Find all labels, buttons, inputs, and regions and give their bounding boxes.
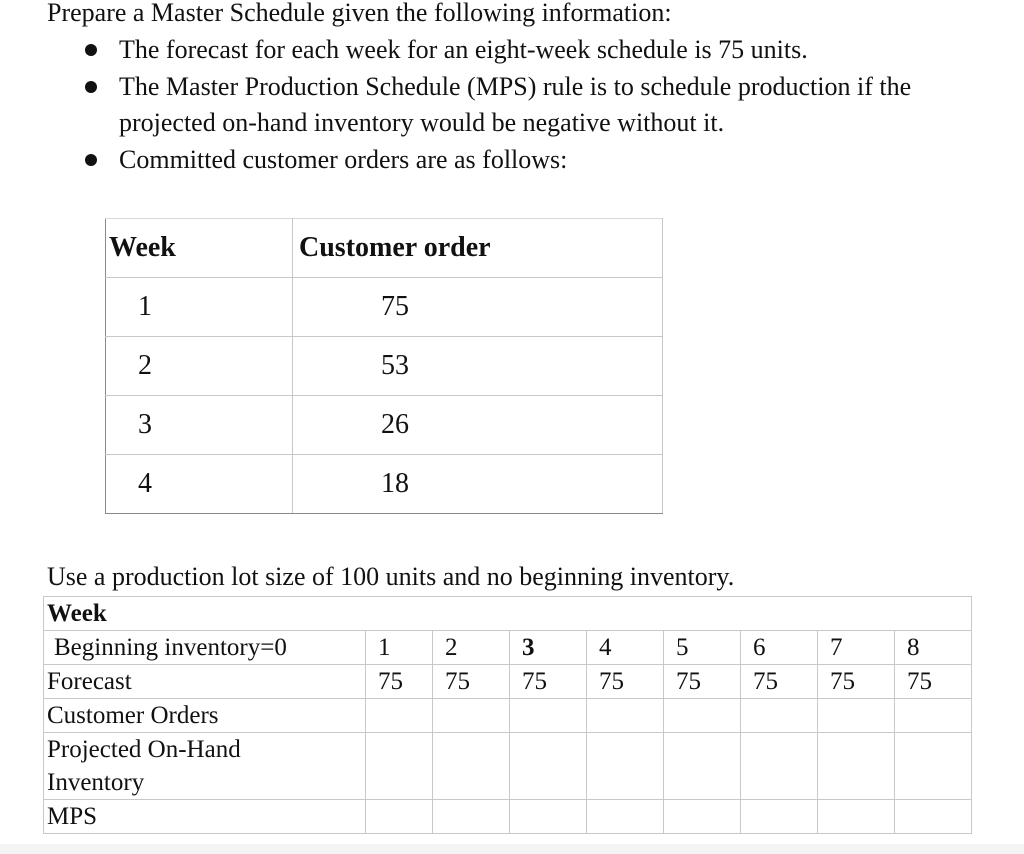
order-cell: 18	[293, 455, 663, 514]
empty-cell	[895, 800, 972, 834]
empty-cell	[510, 800, 587, 834]
forecast-row	[44, 665, 972, 699]
empty-cell	[366, 800, 433, 834]
week-number-cell: 3	[510, 631, 587, 665]
poh-label-line1: Projected On-Hand	[47, 736, 241, 763]
intro-text: Prepare a Master Schedule given the following information:	[47, 0, 672, 27]
empty-cell	[587, 733, 664, 800]
bullet-dot-icon	[85, 154, 97, 166]
empty-cell	[510, 733, 587, 800]
forecast-cell: 75	[510, 665, 587, 699]
empty-cell	[433, 699, 510, 733]
week-cell: 2	[106, 337, 293, 396]
empty-cell	[664, 699, 741, 733]
forecast-cell: 75	[433, 665, 510, 699]
week-cell: 1	[106, 278, 293, 337]
beginning-inventory-label: Beginning inventory=0	[44, 631, 366, 665]
empty-cell	[664, 733, 741, 800]
order-cell: 75	[293, 278, 663, 337]
empty-cell	[818, 800, 895, 834]
week-title: Week	[44, 597, 972, 631]
lot-size-text: Use a production lot size of 100 units and no beginning inventory.	[47, 562, 735, 591]
empty-cell	[433, 733, 510, 800]
bullet-text: The forecast for each week for an eight-week schedule is 75 units.	[119, 35, 808, 64]
table-row	[106, 337, 663, 396]
empty-cell	[433, 800, 510, 834]
empty-cell	[741, 699, 818, 733]
empty-cell	[587, 800, 664, 834]
week-number-row	[44, 631, 972, 665]
poh-label-line2: Inventory	[47, 769, 145, 796]
table-header-row	[106, 219, 663, 278]
bullet-text: The Master Production Schedule (MPS) rule is to schedule production if the	[119, 71, 912, 101]
forecast-cell: 75	[895, 665, 972, 699]
table-row	[106, 278, 663, 337]
week-number-cell: 4	[587, 631, 664, 665]
forecast-cell: 75	[587, 665, 664, 699]
week-header-row	[44, 597, 972, 631]
week-number-cell: 5	[664, 631, 741, 665]
empty-cell	[818, 733, 895, 800]
bullet-dot-icon	[85, 44, 97, 56]
table-row	[106, 455, 663, 514]
customer-orders-row	[44, 699, 972, 733]
forecast-cell: 75	[818, 665, 895, 699]
week-number-cell: 7	[818, 631, 895, 665]
week-cell: 3	[106, 396, 293, 455]
week-number-cell: 6	[741, 631, 818, 665]
empty-cell	[741, 733, 818, 800]
week-number-cell: 2	[433, 631, 510, 665]
empty-cell	[587, 699, 664, 733]
bullet-text: Committed customer orders are as follows:	[119, 144, 568, 174]
empty-cell	[510, 699, 587, 733]
order-cell: 26	[293, 396, 663, 455]
week-cell: 4	[106, 455, 293, 514]
empty-cell	[895, 699, 972, 733]
bullet-text-continued: projected on-hand inventory would be negative without it.	[119, 108, 725, 137]
empty-cell	[366, 733, 433, 800]
mps-label: MPS	[44, 800, 366, 834]
customer-orders-table	[105, 218, 663, 514]
projected-on-hand-row	[44, 733, 972, 800]
empty-cell	[664, 800, 741, 834]
table-row	[106, 396, 663, 455]
bullet-dot-icon	[85, 81, 97, 93]
header-customer-order: Customer order	[293, 219, 663, 278]
bullet-mps-rule	[84, 69, 911, 142]
master-schedule-table	[43, 596, 972, 834]
empty-cell	[818, 699, 895, 733]
header-week: Week	[106, 219, 293, 278]
forecast-cell: 75	[664, 665, 741, 699]
page-bottom-strip	[0, 844, 1024, 854]
customer-orders-label: Customer Orders	[44, 699, 366, 733]
empty-cell	[366, 699, 433, 733]
week-number-cell: 1	[366, 631, 433, 665]
bullet-forecast	[84, 32, 911, 69]
week-number-cell: 8	[895, 631, 972, 665]
bullet-orders	[84, 142, 911, 179]
forecast-cell: 75	[741, 665, 818, 699]
mps-row	[44, 800, 972, 834]
projected-on-hand-label	[44, 733, 366, 800]
forecast-cell: 75	[366, 665, 433, 699]
bullet-list	[84, 32, 911, 178]
empty-cell	[741, 800, 818, 834]
empty-cell	[895, 733, 972, 800]
forecast-label: Forecast	[44, 665, 366, 699]
order-cell: 53	[293, 337, 663, 396]
